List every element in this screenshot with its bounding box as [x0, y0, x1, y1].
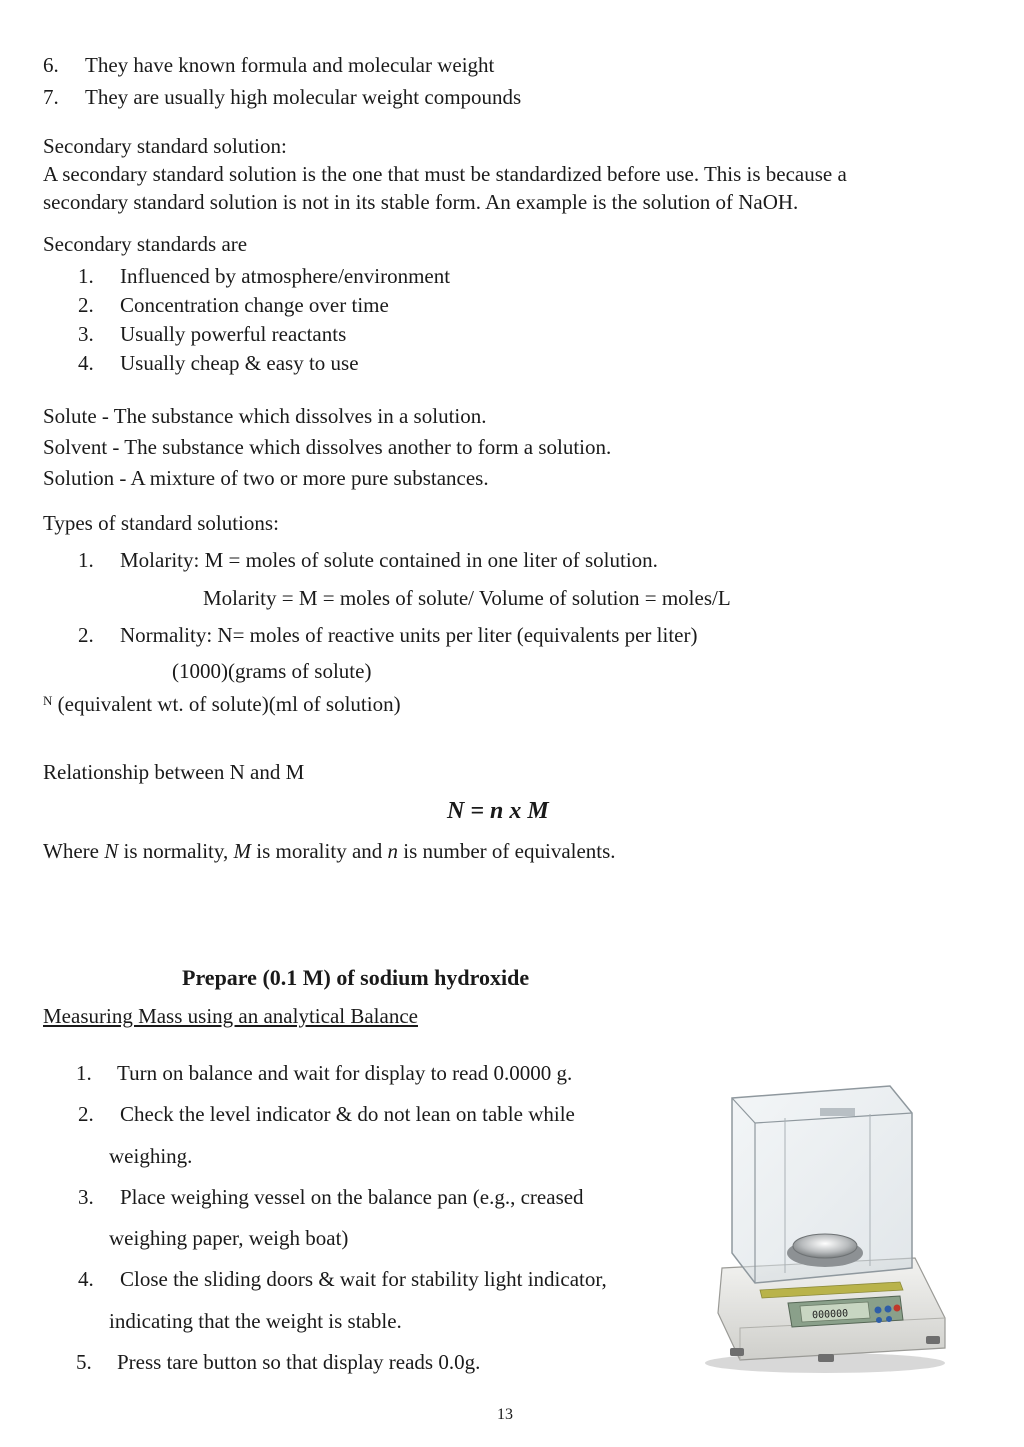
step-item [78, 1267, 607, 1292]
explanation-text: is number of equivalents. [398, 839, 616, 863]
step-text: Place weighing vessel on the balance pan (e.g., creased [120, 1185, 584, 1209]
list-text: Usually cheap & easy to use [120, 351, 359, 375]
relationship-heading: Relationship between N and M [43, 760, 305, 784]
definition-solution: Solution - A mixture of two or more pure substances. [43, 466, 489, 490]
list-number: 2. [78, 623, 94, 647]
normality-formula-denominator: (equivalent wt. of solute)(ml of solution) [57, 692, 401, 716]
list-item [78, 623, 698, 648]
secondary-standards-label: Secondary standards are [43, 232, 248, 256]
prepare-subtitle: Measuring Mass using an analytical Balance [43, 1004, 418, 1028]
explanation-text: is morality and [251, 839, 388, 863]
balance-button [894, 1305, 901, 1312]
lcd-readout: 000000 [811, 1308, 849, 1322]
step-number: 2. [78, 1102, 94, 1126]
list-number: 4. [78, 351, 94, 375]
secondary-paragraph-line: A secondary standard solution is the one that must be standardized before use. This is because a [43, 162, 847, 186]
symbol-n-upper: N [104, 839, 119, 863]
list-item [43, 85, 521, 110]
step-number: 4. [78, 1267, 94, 1291]
symbol-n-lower: n [387, 839, 399, 863]
step-item [78, 1102, 575, 1127]
list-text: Concentration change over time [120, 293, 389, 317]
list-text: They are usually high molecular weight compounds [85, 85, 522, 109]
step-continuation: weighing paper, weigh boat) [109, 1226, 349, 1250]
step-item [76, 1061, 572, 1086]
prepare-title: Prepare (0.1 M) of sodium hydroxide [182, 965, 530, 990]
list-number: 6. [43, 53, 59, 77]
step-text: Check the level indicator & do not lean on table while [120, 1102, 575, 1126]
balance-button [886, 1316, 892, 1322]
list-text: Influenced by atmosphere/environment [120, 264, 451, 288]
top-handle [820, 1108, 855, 1116]
list-item [78, 293, 389, 318]
list-text: Usually powerful reactants [120, 322, 347, 346]
list-number: 3. [78, 322, 94, 346]
page-number: 13 [497, 1406, 513, 1423]
step-number: 3. [78, 1185, 94, 1209]
balance-foot [926, 1336, 940, 1344]
molarity-definition: Molarity: M = moles of solute contained in one liter of solution. [120, 548, 658, 572]
normality-definition: Normality: N= moles of reactive units per liter (equivalents per liter) [120, 623, 698, 647]
secondary-heading: Secondary standard solution: [43, 134, 287, 158]
step-text: Close the sliding doors & wait for stability light indicator, [120, 1267, 607, 1291]
list-item [78, 264, 450, 289]
list-number: 7. [43, 85, 59, 109]
step-item [76, 1350, 480, 1375]
relationship-explanation [43, 839, 616, 864]
step-item [78, 1185, 584, 1210]
list-item [78, 351, 359, 376]
normality-formula-denominator-row [43, 692, 401, 717]
definition-solvent: Solvent - The substance which dissolves another to form a solution. [43, 435, 612, 459]
normality-formula-numerator: (1000)(grams of solute) [172, 659, 372, 683]
analytical-balance-image [700, 1078, 950, 1378]
balance-foot [730, 1348, 744, 1356]
step-text: Turn on balance and wait for display to read 0.0000 g. [117, 1061, 573, 1085]
step-number: 1. [76, 1061, 92, 1085]
normality-symbol: N [43, 693, 53, 708]
symbol-m: M [233, 839, 252, 863]
list-number: 1. [78, 548, 94, 572]
step-continuation: weighing. [109, 1144, 193, 1168]
balance-button [875, 1307, 882, 1314]
list-number: 1. [78, 264, 94, 288]
list-text: They have known formula and molecular weight [85, 53, 495, 77]
secondary-paragraph-line: secondary standard solution is not in its stable form. An example is the solution of NaOH. [43, 190, 799, 214]
explanation-text: Where [43, 839, 105, 863]
list-number: 2. [78, 293, 94, 317]
balance-button [885, 1306, 892, 1313]
types-heading: Types of standard solutions: [43, 511, 279, 535]
molarity-formula: Molarity = M = moles of solute/ Volume of solution = moles/L [203, 586, 731, 610]
list-item [43, 53, 494, 78]
step-number: 5. [76, 1350, 92, 1374]
step-text: Press tare button so that display reads 0.0g. [117, 1350, 481, 1374]
step-continuation: indicating that the weight is stable. [109, 1309, 402, 1333]
balance-button [876, 1317, 882, 1323]
relationship-equation: N = n x M [447, 798, 549, 824]
balance-foot [818, 1354, 834, 1362]
list-item [78, 548, 658, 573]
definition-solute: Solute - The substance which dissolves in a solution. [43, 404, 487, 428]
list-item [78, 322, 346, 347]
weighing-pan [793, 1234, 857, 1258]
explanation-text: is normality, [118, 839, 234, 863]
